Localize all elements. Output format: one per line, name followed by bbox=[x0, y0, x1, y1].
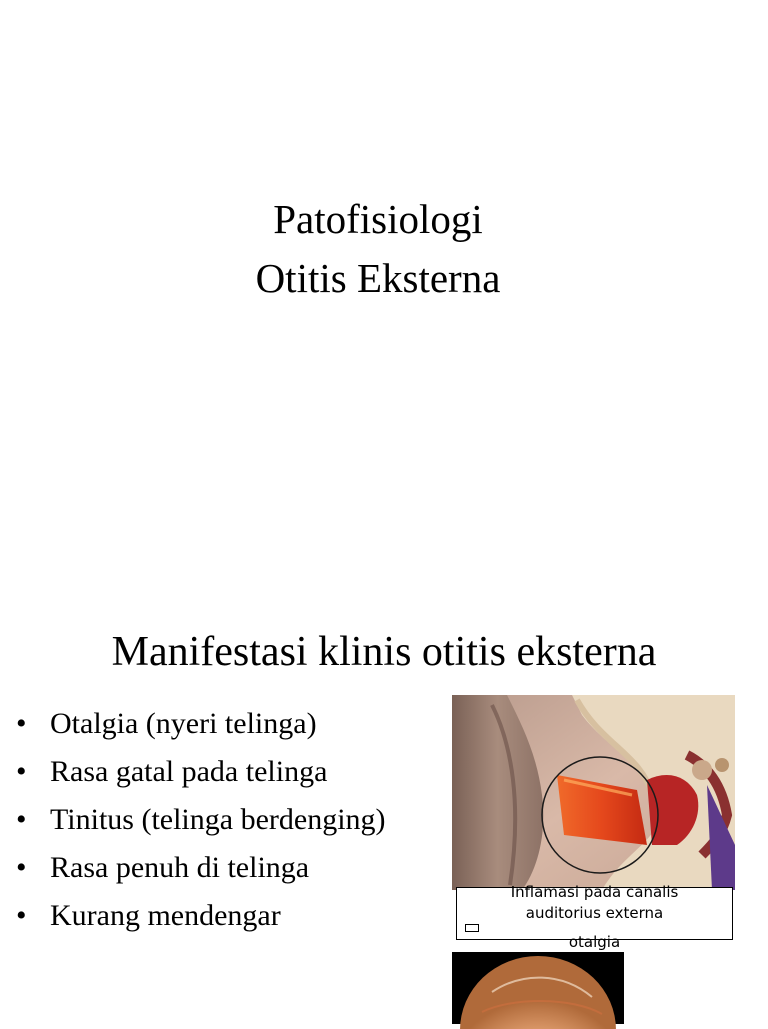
bullet-icon: • bbox=[16, 899, 27, 932]
bullet-text: Kurang mendengar bbox=[50, 899, 281, 932]
bullet-text: Rasa gatal pada telinga bbox=[50, 755, 328, 788]
bullet-icon: • bbox=[16, 707, 27, 740]
list-item bbox=[16, 892, 386, 940]
symptom-list bbox=[16, 700, 386, 940]
caption-box bbox=[456, 883, 733, 951]
slide-title-manifestasi: Manifestasi klinis otitis eksterna bbox=[111, 629, 657, 675]
caption-line-3: otalgia bbox=[568, 933, 621, 951]
list-item bbox=[16, 796, 386, 844]
title-line-2: Otitis Eksterna bbox=[255, 255, 501, 301]
list-item bbox=[16, 748, 386, 796]
title-line-1: Patofisiologi bbox=[273, 196, 483, 242]
caption-line-1: Inflamasi pada canalis bbox=[510, 883, 679, 901]
otoscope-svg bbox=[452, 952, 624, 1024]
bullet-icon: • bbox=[16, 803, 27, 836]
bullet-text: Rasa penuh di telinga bbox=[50, 851, 310, 884]
caption-line-2 bbox=[457, 903, 732, 932]
list-item bbox=[16, 700, 386, 748]
arrow-icon bbox=[465, 924, 479, 932]
ear-anatomy-svg bbox=[452, 695, 735, 890]
bullet-text: Otalgia (nyeri telinga) bbox=[50, 707, 317, 740]
ear-canal-illustration bbox=[452, 695, 735, 890]
slide-title-patofisiologi bbox=[0, 190, 756, 308]
list-item bbox=[16, 844, 386, 892]
bullet-icon: • bbox=[16, 755, 27, 788]
caption-line-2-text: auditorius externa bbox=[525, 904, 664, 922]
bullet-text: Tinitus (telinga berdenging) bbox=[50, 803, 386, 836]
bullet-icon: • bbox=[16, 851, 27, 884]
otoscopic-view-image bbox=[452, 952, 624, 1024]
